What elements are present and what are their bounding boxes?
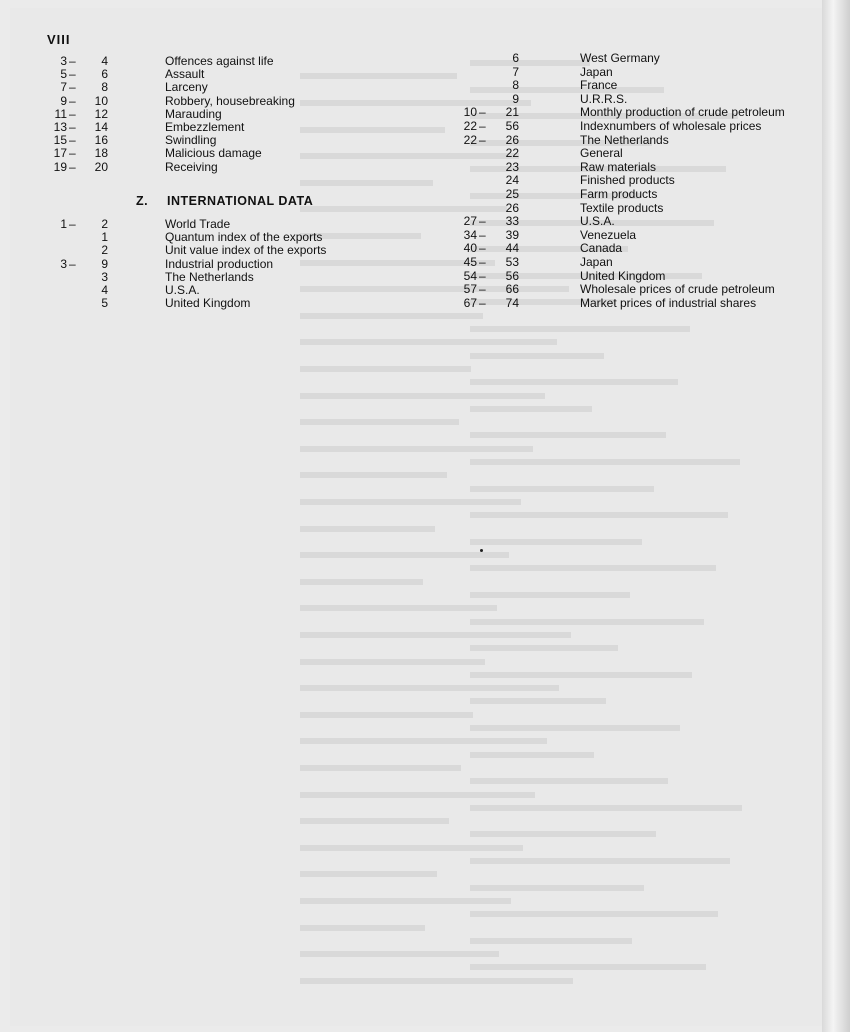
- entry-label: Raw materials: [580, 159, 657, 174]
- entry-to: 23: [505, 159, 519, 174]
- entry-to: 8: [512, 78, 519, 93]
- entry-from: 10: [463, 105, 477, 120]
- index-entry: [0, 93, 850, 107]
- index-entry: [0, 256, 850, 270]
- entry-dash: –: [479, 282, 486, 297]
- entry-label: Japan: [580, 254, 613, 269]
- entry-from: 54: [463, 268, 477, 283]
- index-entry: [0, 215, 850, 229]
- index-entry: [0, 147, 850, 161]
- entry-label: Market prices of industrial shares: [580, 295, 757, 310]
- entry-to: 22: [505, 146, 519, 161]
- entry-to: 25: [505, 186, 519, 201]
- entry-label: Unit value index of the exports: [165, 243, 327, 258]
- index-entry: [0, 106, 850, 120]
- entry-dash: –: [69, 256, 76, 271]
- entry-to: 4: [101, 54, 108, 68]
- entry-label: Larceny: [165, 80, 208, 95]
- entry-dash: –: [479, 241, 486, 256]
- entry-to: 18: [94, 146, 108, 161]
- index-entry: [0, 202, 850, 216]
- index-entry: [0, 283, 850, 297]
- entry-from: 45: [463, 254, 477, 269]
- index-entry: [0, 66, 850, 80]
- index-entry: [0, 297, 850, 311]
- entry-to: 24: [505, 173, 519, 188]
- entry-dash: –: [69, 54, 76, 68]
- entry-dash: –: [69, 106, 76, 121]
- index-entry: [0, 120, 850, 134]
- entry-label: Malicious damage: [165, 146, 262, 161]
- entry-dash: –: [479, 118, 486, 133]
- entry-label: U.S.A.: [165, 282, 200, 297]
- entry-label: Quantum index of the exports: [165, 230, 323, 245]
- entry-dash: –: [479, 227, 486, 242]
- entry-label: The Netherlands: [165, 269, 254, 284]
- right-column: [0, 52, 850, 310]
- entry-to: 3: [101, 269, 108, 284]
- entry-from: 3: [60, 54, 67, 68]
- entry-to: 26: [505, 200, 519, 215]
- entry-to: 9: [101, 256, 108, 271]
- entry-to: 56: [505, 118, 519, 133]
- entry-label: Canada: [580, 241, 623, 256]
- entry-from: 11: [54, 106, 67, 121]
- entry-dash: –: [479, 214, 486, 229]
- entry-label: Indexnumbers of wholesale prices: [580, 118, 762, 133]
- entry-to: 2: [101, 217, 108, 231]
- index-entry: [0, 242, 850, 256]
- entry-label: Monthly production of crude petroleum: [580, 105, 785, 120]
- entry-dash: –: [69, 133, 76, 148]
- page-number: VIII: [47, 32, 71, 47]
- entry-from: 13: [53, 119, 67, 134]
- entry-label: France: [580, 78, 618, 93]
- entry-label: Wholesale prices of crude petroleum: [580, 282, 775, 297]
- entry-from: 27: [463, 214, 477, 229]
- entry-to: 8: [101, 80, 108, 95]
- entry-dash: –: [69, 67, 76, 82]
- entry-dash: –: [479, 295, 486, 310]
- entry-to: 26: [505, 132, 519, 147]
- entry-to: 16: [94, 133, 108, 148]
- entry-from: 1: [60, 217, 67, 231]
- index-entry: [0, 270, 850, 284]
- index-entry: [0, 52, 850, 66]
- index-entry: [0, 174, 850, 188]
- entry-label: Receiving: [165, 159, 218, 174]
- entry-from: 40: [463, 241, 477, 256]
- entry-dash: –: [69, 217, 76, 231]
- index-entry: [0, 229, 850, 243]
- section-title: INTERNATIONAL DATA: [167, 194, 314, 208]
- entry-to: 5: [101, 296, 108, 311]
- entry-label: Offences against life: [165, 54, 274, 68]
- entry-label: Japan: [580, 64, 613, 79]
- entry-dash: –: [69, 159, 76, 174]
- entry-from: 15: [53, 133, 67, 148]
- entry-to: 1: [101, 230, 108, 245]
- entry-label: World Trade: [165, 217, 231, 231]
- entry-from: 57: [463, 282, 477, 297]
- entry-to: 2: [101, 243, 108, 258]
- section-letter: Z.: [136, 194, 149, 208]
- entry-to: 9: [512, 91, 519, 106]
- entry-from: 67: [463, 295, 477, 310]
- entry-label: Embezzlement: [165, 119, 245, 134]
- entry-label: General: [580, 146, 623, 161]
- entry-label: Farm products: [580, 186, 658, 201]
- entry-from: 22: [463, 118, 477, 133]
- entry-dash: –: [479, 268, 486, 283]
- entry-dash: –: [69, 93, 76, 108]
- entry-label: Marauding: [165, 106, 222, 121]
- entry-to: 44: [505, 241, 519, 256]
- entry-to: 33: [505, 214, 519, 229]
- entry-label: U.S.A.: [580, 214, 615, 229]
- entry-to: 14: [94, 119, 108, 134]
- entry-from: 17: [53, 146, 67, 161]
- entry-from: 7: [60, 80, 67, 95]
- entry-label: U.R.R.S.: [580, 91, 628, 106]
- entry-dash: –: [69, 119, 76, 134]
- entry-to: 39: [505, 227, 519, 242]
- entry-to: 6: [512, 51, 519, 65]
- entry-label: Robbery, housebreaking: [165, 93, 295, 108]
- entry-from: 19: [53, 159, 67, 174]
- entry-to: 20: [94, 159, 108, 174]
- entry-label: Swindling: [165, 133, 217, 148]
- entry-label: The Netherlands: [580, 132, 669, 147]
- entry-dash: –: [479, 132, 486, 147]
- entry-label: Textile products: [580, 200, 664, 215]
- entry-to: 10: [94, 93, 108, 108]
- entry-to: 53: [505, 254, 519, 269]
- entry-dash: –: [69, 146, 76, 161]
- entry-dash: –: [479, 254, 486, 269]
- stray-dot: [480, 549, 483, 552]
- entry-to: 56: [505, 268, 519, 283]
- entry-from: 22: [463, 132, 477, 147]
- entry-dash: –: [479, 105, 486, 120]
- index-entry: [0, 79, 850, 93]
- entry-label: United Kingdom: [165, 296, 251, 311]
- entry-from: 34: [463, 227, 477, 242]
- entry-label: United Kingdom: [580, 268, 666, 283]
- entry-to: 74: [505, 295, 519, 310]
- entry-from: 5: [60, 67, 67, 82]
- entry-to: 4: [101, 282, 108, 297]
- entry-label: Finished products: [580, 173, 675, 188]
- entry-to: 6: [101, 67, 108, 82]
- entry-to: 7: [512, 64, 519, 79]
- index-entry: [0, 188, 850, 202]
- entry-label: Venezuela: [580, 227, 637, 242]
- entry-label: Industrial production: [165, 256, 274, 271]
- entry-dash: –: [69, 80, 76, 95]
- entry-label: West Germany: [580, 51, 660, 65]
- entry-from: 9: [60, 93, 67, 108]
- index-entry: [0, 134, 850, 148]
- entry-to: 66: [505, 282, 519, 297]
- entry-from: 3: [60, 256, 67, 271]
- index-entry: [0, 161, 850, 175]
- entry-to: 21: [505, 105, 519, 120]
- entry-label: Assault: [165, 67, 205, 82]
- entry-to: 12: [94, 106, 108, 121]
